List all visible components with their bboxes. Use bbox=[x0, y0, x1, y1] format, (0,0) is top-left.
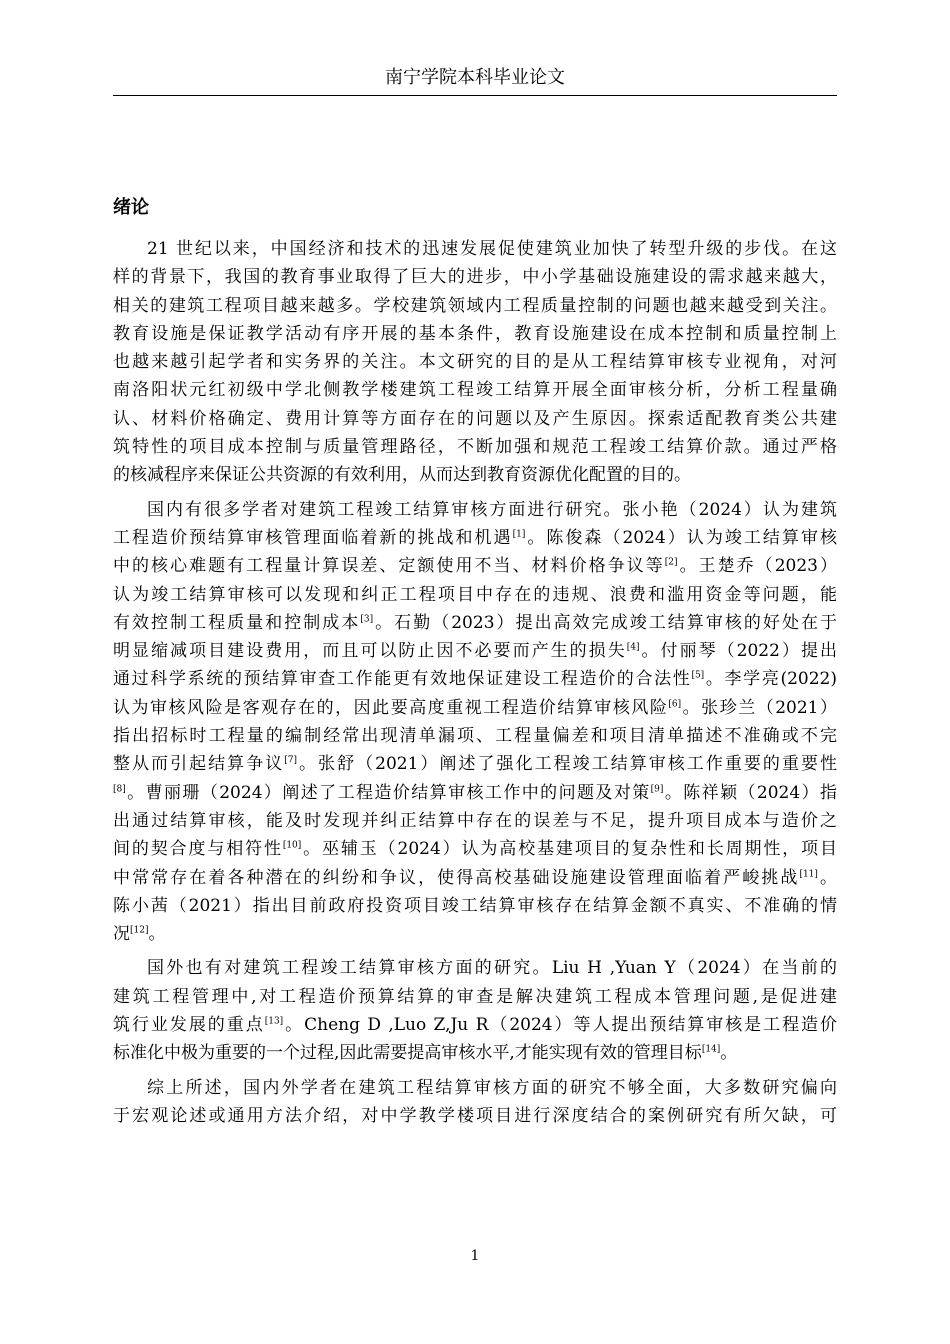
text-run: 于宏观论述或通用方法介绍，对中学教学楼项目进行深度结合的案例研究有所欠缺，可 bbox=[113, 1105, 837, 1126]
citation-marker: [4] bbox=[626, 642, 640, 653]
citation-marker: [6] bbox=[668, 699, 682, 710]
text-run: 国内有很多学者对建筑工程竣工结算审核方面进行研究。张小艳（2024）认为建筑 bbox=[147, 499, 837, 520]
text-line bbox=[113, 320, 837, 348]
paragraph bbox=[113, 235, 837, 490]
text-line bbox=[113, 1011, 837, 1039]
text-run: 教育设施是保证教学活动有序开展的基本条件，教育设施建设在成本控制和质量控制上 bbox=[113, 323, 837, 344]
text-line bbox=[113, 609, 837, 637]
text-line bbox=[113, 581, 837, 609]
text-line bbox=[113, 983, 837, 1011]
text-run: 。李学亮(2022) bbox=[704, 669, 838, 690]
text-run: 。 bbox=[720, 1043, 738, 1064]
text-run: 通过科学系统的预结算审查工作能更有效地保证建设工程造价的合法性 bbox=[113, 669, 692, 690]
text-run: 。 bbox=[817, 867, 838, 888]
text-line bbox=[113, 864, 837, 892]
text-line bbox=[113, 405, 837, 433]
body-text bbox=[113, 235, 837, 1130]
text-run: 。陈祥颖（2024）指 bbox=[663, 782, 837, 803]
text-run: 。Cheng D ,Luo Z,Ju R（2024）等人提出预结算审核是工程造价 bbox=[283, 1015, 838, 1036]
text-line bbox=[113, 524, 837, 552]
text-line bbox=[113, 376, 837, 404]
text-run: 相关的建筑工程项目越来越多。学校建筑领域内工程质量控制的问题也越来越受到关注。 bbox=[113, 295, 837, 316]
citation-marker: [1] bbox=[512, 529, 526, 540]
text-line bbox=[113, 694, 837, 722]
citation-marker: [14] bbox=[701, 1044, 721, 1055]
text-run: 指出招标时工程量的编制经常出现清单漏项、工程量偏差和项目清单描述不准确或不完 bbox=[113, 726, 837, 747]
text-run: 。张舒（2021）阐述了强化工程竣工结算审核工作重要的重要性 bbox=[297, 754, 838, 775]
text-line bbox=[113, 1102, 837, 1130]
text-run: 建筑工程管理中,对工程造价预算结算的审查是解决建筑工程成本管理问题,是促进建 bbox=[113, 986, 837, 1007]
text-run: 中的核心难题有工程量计算误差、定额使用不当、材料价格争议等 bbox=[113, 556, 665, 577]
text-run: 南洛阳状元红初级中学北侧教学楼建筑工程竣工结算开展全面审核分析，分析工程量确 bbox=[113, 380, 837, 401]
text-run: 。陈俊森（2024）认为竣工结算审核 bbox=[525, 527, 838, 548]
citation-marker: [2] bbox=[664, 557, 678, 568]
text-line bbox=[113, 235, 837, 263]
paragraph bbox=[113, 1074, 837, 1131]
text-line bbox=[113, 1074, 837, 1102]
text-run: 21 世纪以来，中国经济和技术的迅速发展促使建筑业加快了转型升级的步伐。在这 bbox=[147, 239, 837, 259]
text-run: 有效控制工程质量和控制成本 bbox=[113, 612, 361, 633]
text-run: 。巫辅玉（2024）认为高校基建项目的复杂性和长周期性，项目 bbox=[301, 839, 837, 860]
text-run: 整从而引起结算争议 bbox=[113, 754, 285, 775]
text-line bbox=[113, 665, 837, 693]
citation-marker: [13] bbox=[264, 1016, 284, 1027]
citation-marker: [5] bbox=[691, 670, 705, 681]
text-run: 样的背景下，我国的教育事业取得了巨大的进步，中小学基础设施建设的需求越来越大， bbox=[113, 267, 837, 288]
text-run: 认、材料价格确定、费用计算等方面存在的问题以及产生原因。探索适配教育类公共建 bbox=[113, 408, 837, 429]
text-run: 出通过结算审核，能及时发现并纠正结算中存在的误差与不足，提升项目成本与造价之 bbox=[113, 810, 837, 831]
text-run: 况 bbox=[113, 924, 130, 945]
text-run: 中常常存在着各种潜在的纠纷和争议，使得高校基础设施建设管理面临着严峻挑战 bbox=[113, 867, 800, 888]
text-line bbox=[113, 835, 837, 863]
citation-marker: [3] bbox=[360, 614, 374, 625]
text-run: 筑特性的项目成本控制与质量管理路径，不断加强和规范工程竣工结算价款。通过严格 bbox=[113, 437, 837, 458]
text-run: 。王楚乔（2023） bbox=[677, 556, 838, 577]
text-line bbox=[113, 292, 837, 320]
text-line bbox=[113, 552, 837, 580]
text-run: 陈小茜（2021）指出目前政府投资项目竣工结算审核存在结算金额不真实、不准确的情 bbox=[113, 895, 837, 916]
text-line bbox=[113, 1039, 837, 1067]
page-number: 1 bbox=[470, 1248, 480, 1264]
text-line bbox=[113, 807, 837, 835]
citation-marker: [8] bbox=[113, 783, 126, 794]
text-run: 。张珍兰（2021） bbox=[681, 697, 838, 718]
text-run: 。曹丽珊（2024）阐述了工程造价结算审核工作中的问题及对策 bbox=[125, 782, 651, 803]
text-line bbox=[113, 750, 837, 778]
text-run: 明显缩减项目建设费用，而且可以防止因不必要而产生的损失 bbox=[113, 641, 627, 662]
text-run: 认为竣工结算审核可以发现和纠正工程项目中存在的违规、浪费和滥用资金等问题，能 bbox=[113, 584, 837, 605]
text-run: 工程造价预结算审核管理面临着新的挑战和机遇 bbox=[113, 527, 513, 548]
text-run: 国外也有对建筑工程竣工结算审核方面的研究。Liu H ,Yuan Y（2024）在当前的 bbox=[147, 958, 837, 979]
paragraph bbox=[113, 954, 837, 1067]
text-run: 。 bbox=[148, 924, 166, 945]
running-header: 南宁学院本科毕业论文 bbox=[385, 67, 565, 88]
text-run: 认为审核风险是客观存在的，因此要高度重视工程造价结算审核风险 bbox=[113, 697, 669, 718]
text-line bbox=[113, 348, 837, 376]
text-line bbox=[113, 722, 837, 750]
text-line bbox=[113, 920, 837, 948]
citation-marker: [10] bbox=[282, 840, 302, 851]
paragraph bbox=[113, 496, 837, 949]
text-run: 间的契合度与相符性 bbox=[113, 839, 283, 860]
citation-marker: [7] bbox=[284, 755, 297, 766]
text-line bbox=[113, 433, 837, 461]
text-run: 筑行业发展的重点 bbox=[113, 1015, 265, 1036]
text-line bbox=[113, 892, 837, 920]
text-line bbox=[113, 954, 837, 982]
citation-marker: [12] bbox=[130, 925, 149, 936]
text-run: 标准化中极为重要的一个过程,因此需要提高审核水平,才能实现有效的管理目标 bbox=[113, 1043, 702, 1064]
text-line bbox=[113, 496, 837, 524]
text-run: 的核减程序来保证公共资源的有效利用，从而达到教育资源优化配置的目的。 bbox=[113, 465, 691, 486]
citation-marker: [11] bbox=[799, 868, 818, 879]
header-rule bbox=[113, 95, 837, 96]
text-run: 也越来越引起学者和实务界的关注。本文研究的目的是从工程结算审核专业视角，对河 bbox=[113, 352, 837, 373]
section-heading: 绪论 bbox=[113, 197, 149, 218]
citation-marker: [9] bbox=[650, 783, 664, 794]
text-run: 。石勤（2023）提出高效完成竣工结算审核的好处在于 bbox=[373, 612, 838, 633]
text-run: 综上所述，国内外学者在建筑工程结算审核方面的研究不够全面，大多数研究偏向 bbox=[147, 1077, 837, 1098]
text-line bbox=[113, 263, 837, 291]
text-line bbox=[113, 779, 837, 807]
text-run: 。付丽琴（2022）提出 bbox=[639, 641, 838, 662]
text-line bbox=[113, 461, 837, 489]
text-line bbox=[113, 637, 837, 665]
